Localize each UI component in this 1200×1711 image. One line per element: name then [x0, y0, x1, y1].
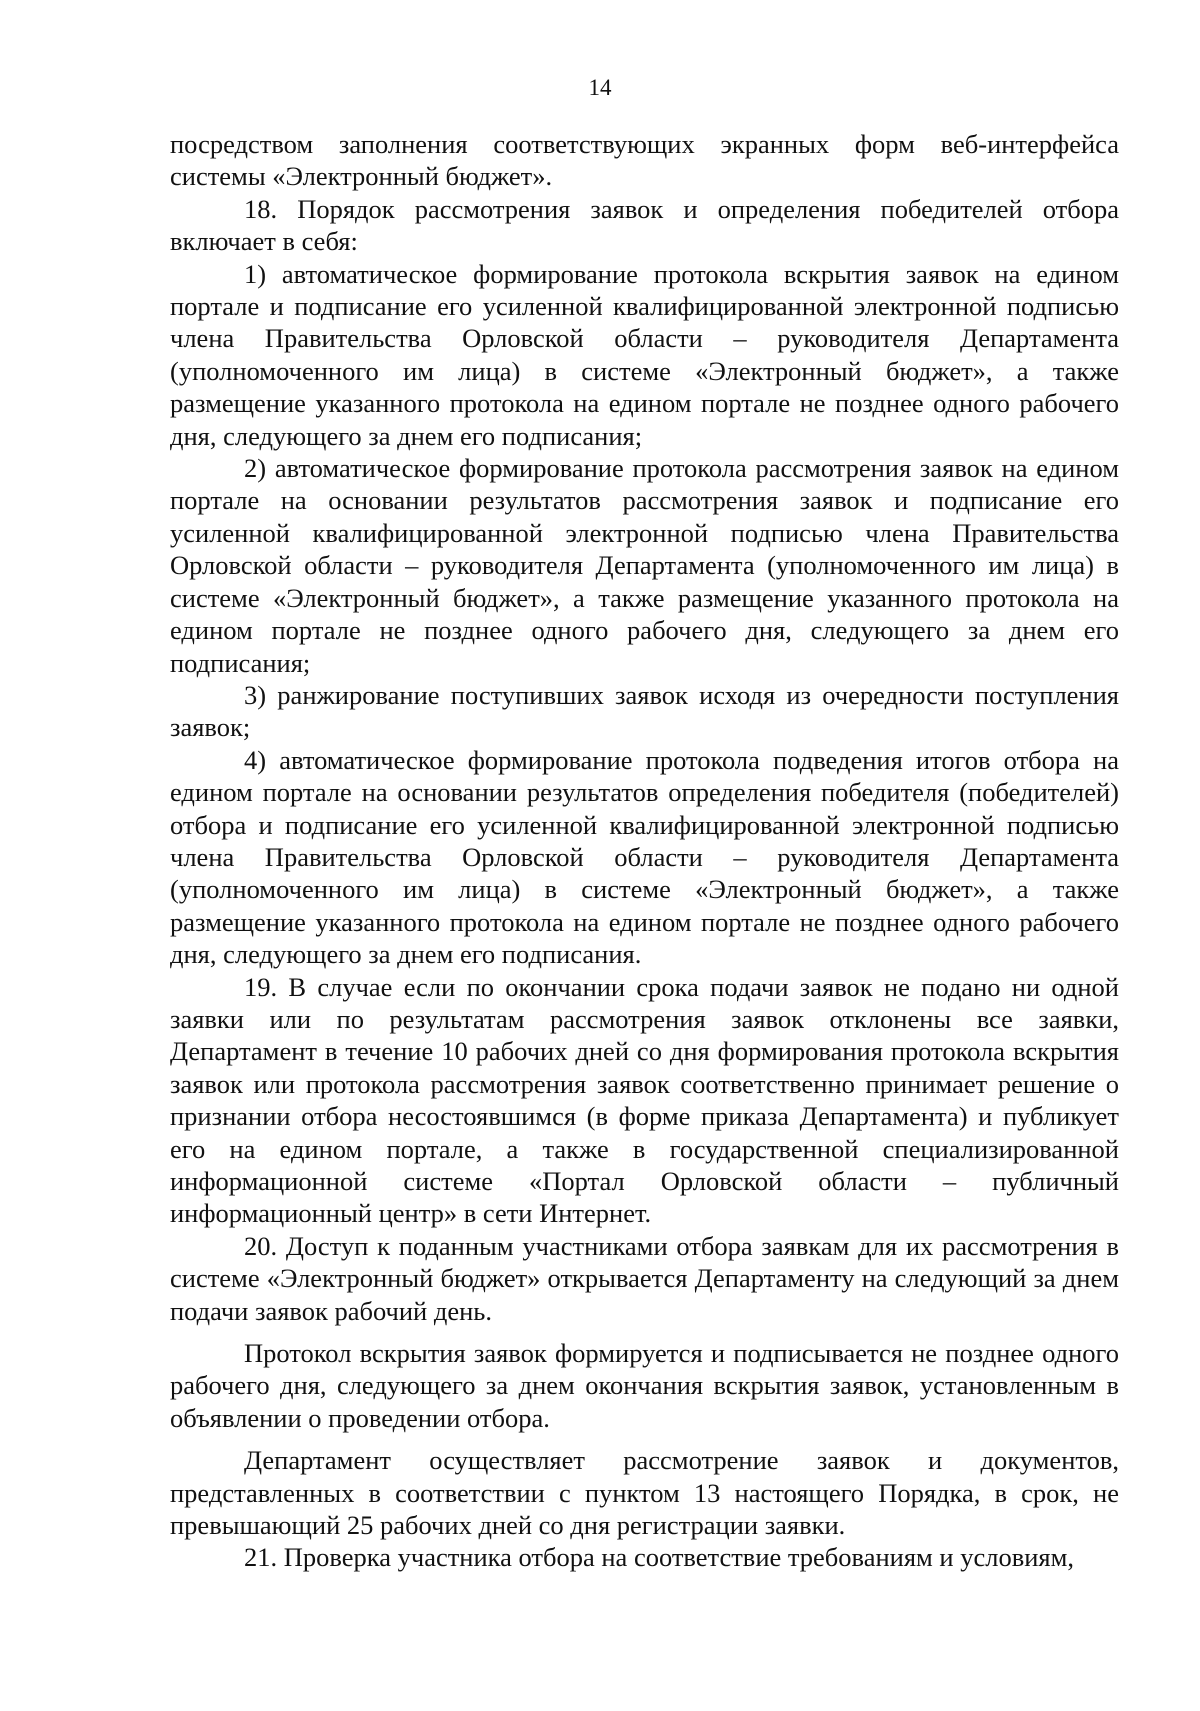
page-number: 14 [588, 75, 612, 100]
paragraph-item-20: 20. Доступ к поданным участниками отбора заявкам для их рассмотрения в системе «Электронный бюджет» открывается Департаменту на следующий за днем подачи заявок рабочий день. [170, 1230, 1119, 1326]
paragraph-subitem-3: 3) ранжирование поступивших заявок исходя из очередности поступления заявок; [170, 679, 1119, 743]
paragraph-item-21: 21. Проверка участника отбора на соответствие требованиям и условиям, [244, 1542, 1074, 1573]
document-body [170, 128, 1119, 1574]
paragraph-subitem-2: 2) автоматическое формирование протокола рассмотрения заявок на едином портале на основании результатов рассмотрения заявок и подписание его усиленной квалифицированной электронной подписью члена Правительства Орловской области – руководителя Департамента (уполномоченного им лица) в системе «Электронный бюджет», а также размещение указанного протокола на едином портале не позднее одного рабочего дня, следующего за днем его подписания; [170, 453, 1119, 678]
paragraph-protocol-opening: Протокол вскрытия заявок формируется и подписывается не позднее одного рабочего дня, следующего за днем окончания вскрытия заявок, установленным в объявлении о проведении отбора. [170, 1338, 1119, 1433]
paragraph-item-19: 19. В случае если по окончании срока подачи заявок не подано ни одной заявки или по результатам рассмотрения заявок отклонены все заявки, Департамент в течение 10 рабочих дней со дня формирования протокола вскрытия заявок или протокола рассмотрения заявок соответственно принимает решение о признании отбора несостоявшимся (в форме приказа Департамента) и публикует его на едином портале, а также в государственной специализированной информационной системе «Портал Орловской области – публичный информационный центр» в сети Интернет. [170, 971, 1119, 1229]
paragraph-department-review: Департамент осуществляет рассмотрение заявок и документов, представленных в соответствии с пунктом 13 настоящего Порядка, в срок, не превышающий 25 рабочих дней со дня регистрации заявки. [170, 1445, 1119, 1541]
paragraph-continuation: посредством заполнения соответствующих экранных форм веб-интерфейса системы «Электронный бюджет». [170, 129, 1119, 192]
paragraph-subitem-1: 1) автоматическое формирование протокола вскрытия заявок на едином портале и подписание его усиленной квалифицированной электронной подписью члена Правительства Орловской области – руководителя Департамента (уполномоченного им лица) в системе «Электронный бюджет», а также размещение указанного протокола на едином портале не позднее одного рабочего дня, следующего за днем его подписания; [170, 258, 1119, 451]
paragraph-item-18: 18. Порядок рассмотрения заявок и определения победителей отбора включает в себя: [170, 193, 1119, 257]
paragraph-subitem-4: 4) автоматическое формирование протокола подведения итогов отбора на едином портале на основании результатов определения победителя (победителей) отбора и подписание его усиленной квалифицированной электронной подписью члена Правительства Орловской области – руководителя Департамента (уполномоченного им лица) в системе «Электронный бюджет», а также размещение указанного протокола на едином портале не позднее одного рабочего дня, следующего за днем его подписания. [170, 744, 1119, 970]
